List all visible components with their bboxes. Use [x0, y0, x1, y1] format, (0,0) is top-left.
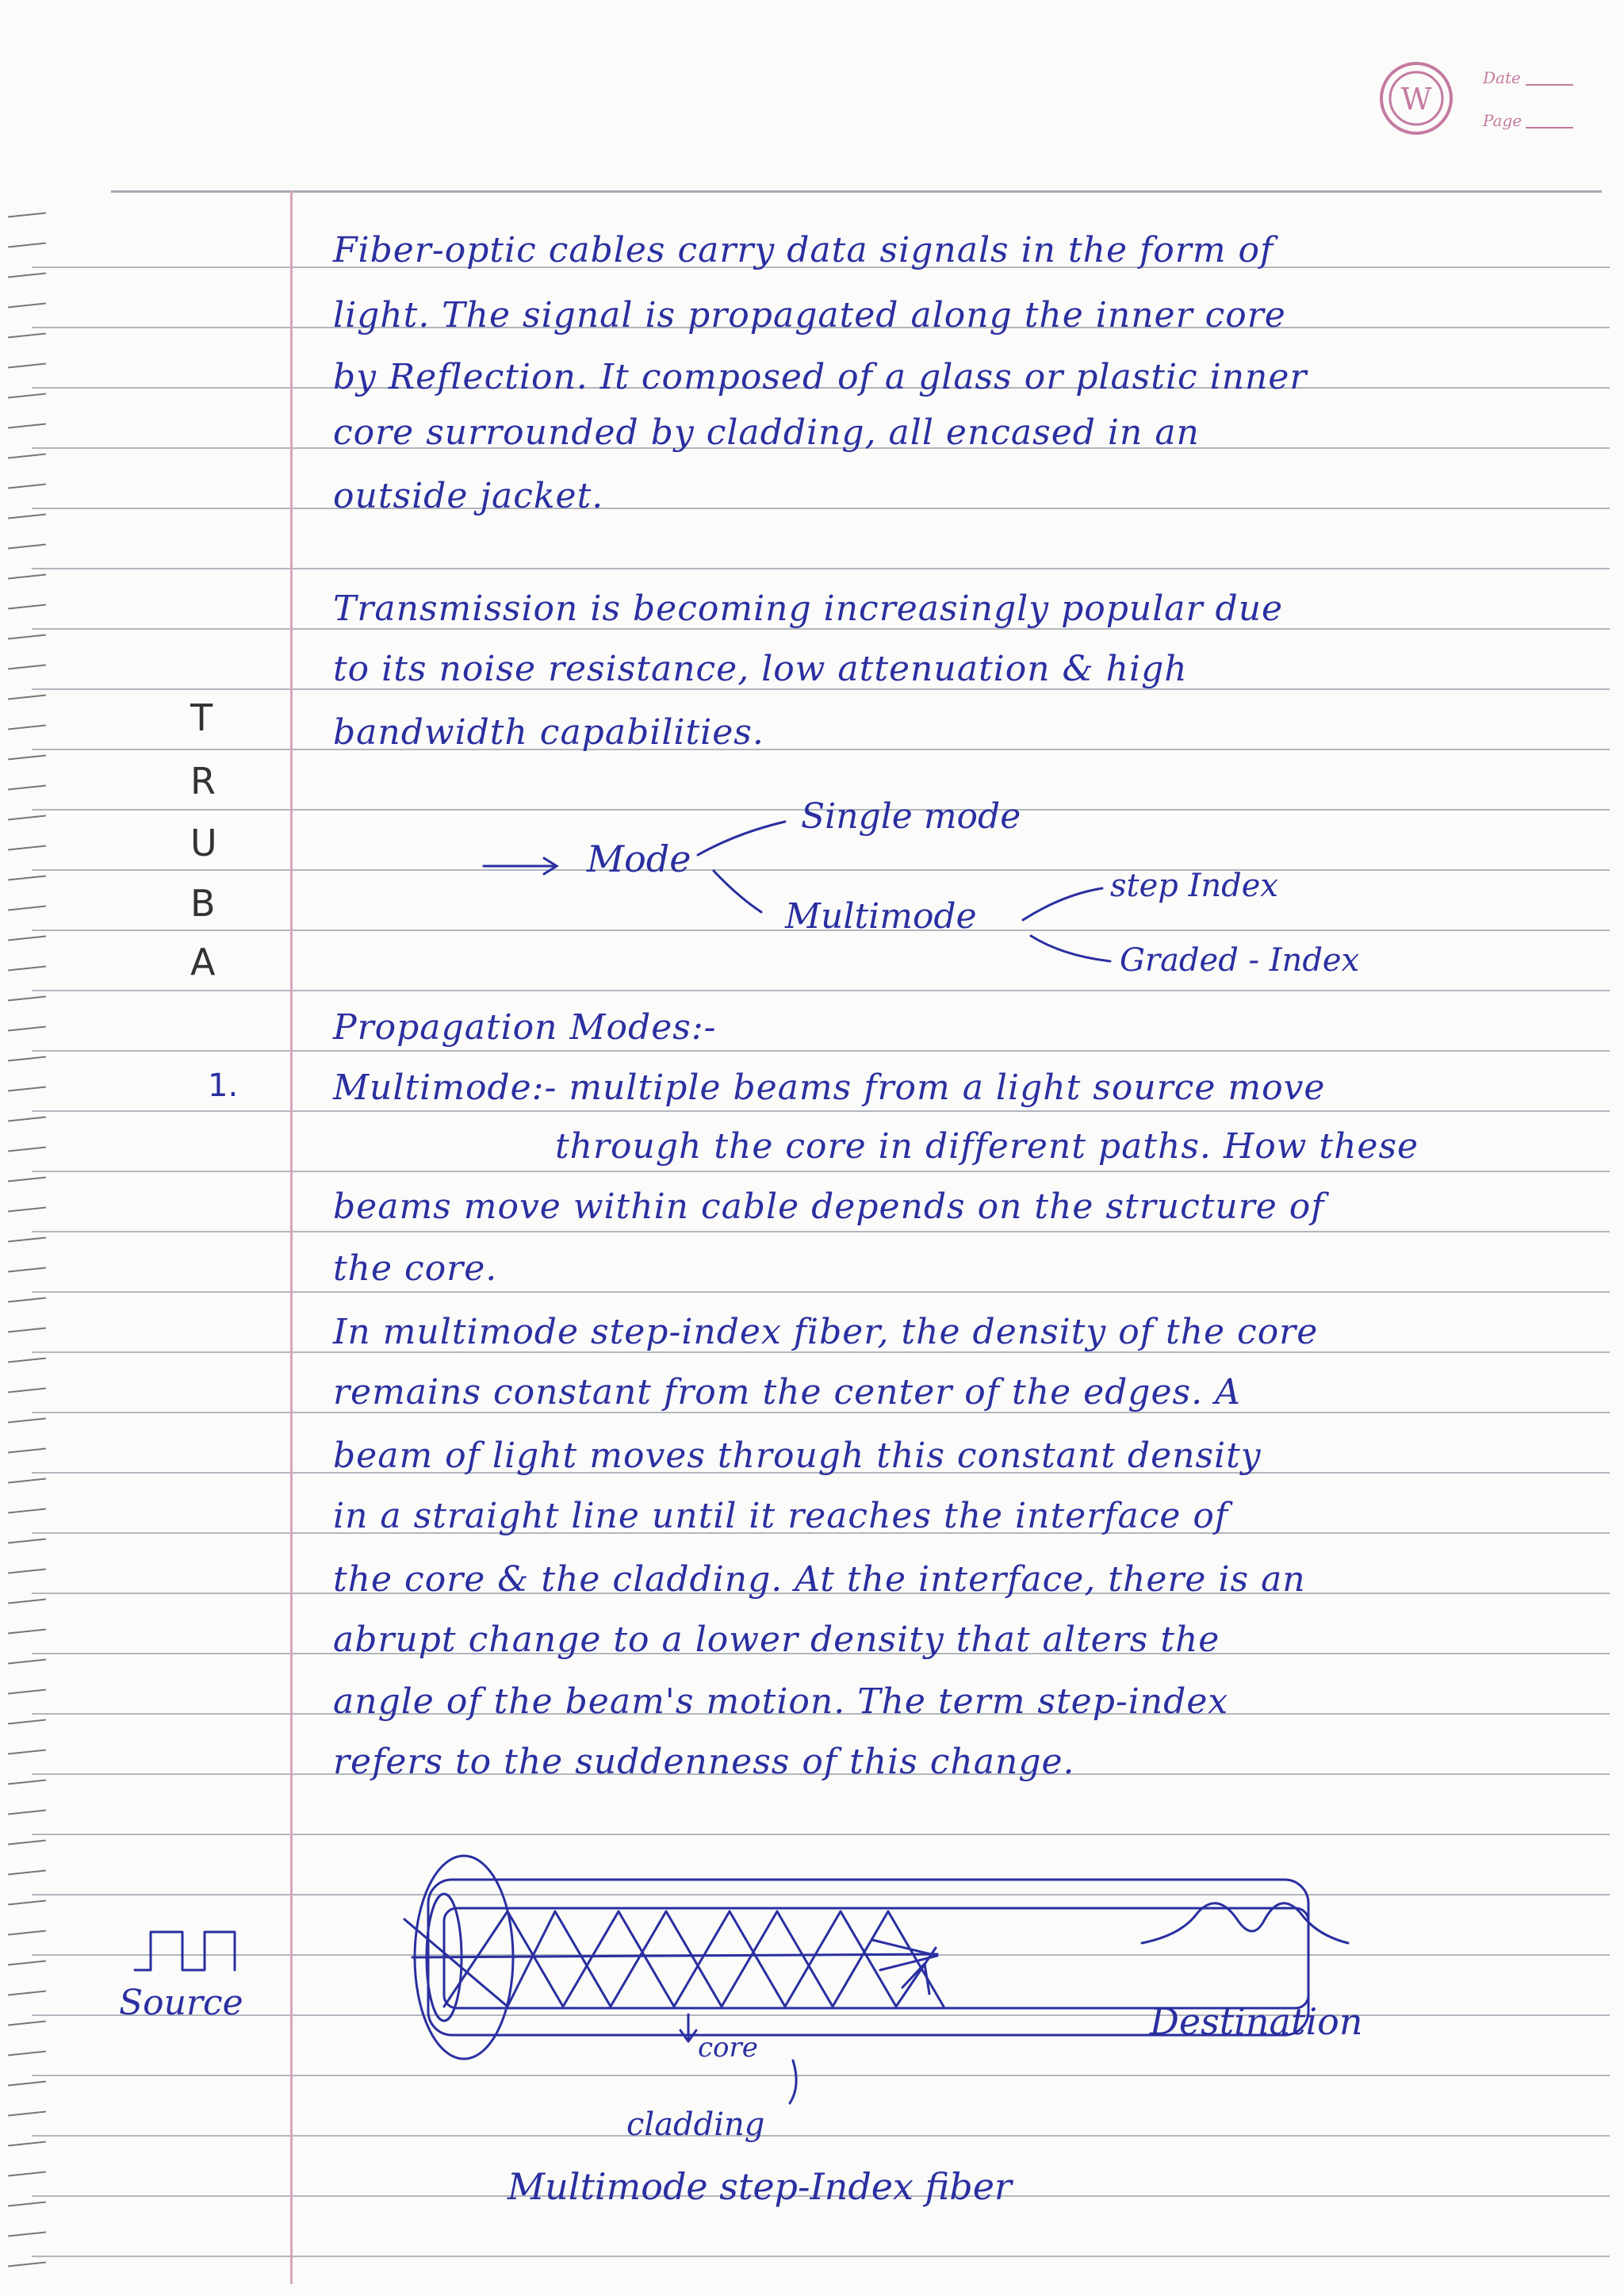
source-label: Source	[119, 1983, 243, 2023]
transmission-line-3: bandwidth capabilities.	[333, 712, 764, 753]
propagation-line-1: Multimode:- multiple beams from a light source move	[333, 1068, 1326, 1108]
step-line-6: abrupt change to a lower density that alters the	[333, 1619, 1220, 1660]
intro-line-1: Fiber-optic cables carry data signals in the form of	[333, 230, 1274, 270]
ray-axis	[412, 1954, 937, 1957]
page-label: Page	[1483, 111, 1522, 130]
margin-letter-b: B	[190, 882, 216, 925]
propagation-line-4: the core.	[333, 1248, 498, 1289]
ray-path-1	[404, 1911, 944, 2007]
margin-letter-a: A	[190, 941, 216, 983]
step-line-3: beam of light moves through this constant density	[333, 1435, 1262, 1476]
transmission-line-2: to its noise resistance, low attenuation & high	[333, 649, 1188, 689]
diagram-caption: Multimode step-Index fiber	[508, 2165, 1012, 2208]
destination-label: Destination	[1150, 2000, 1363, 2043]
step-line-5: the core & the cladding. At the interface, there is an	[333, 1559, 1306, 1600]
margin-letter-t: T	[190, 696, 213, 739]
ray-path-2	[444, 1911, 936, 2007]
step-line-1: In multimode step-index fiber, the density of the core	[333, 1312, 1319, 1352]
intro-line-5: outside jacket.	[333, 476, 604, 516]
propagation-heading: Propagation Modes:-	[333, 1007, 717, 1048]
date-label: Date	[1483, 68, 1521, 87]
intro-line-2: light. The signal is propagated along the inner core	[333, 295, 1286, 335]
propagation-line-3: beams move within cable depends on the structure of	[333, 1186, 1325, 1227]
intro-line-3: by Reflection. It composed of a glass or plastic inner	[333, 357, 1308, 397]
single-mode-label: Single mode	[801, 796, 1021, 837]
source-pulses	[135, 1932, 235, 1970]
transmission-line-1: Transmission is becoming increasingly popular due	[333, 588, 1284, 629]
margin-letter-r: R	[190, 760, 216, 803]
intro-line-4: core surrounded by cladding, all encased in an	[333, 412, 1200, 453]
step-index-label: step Index	[1110, 868, 1278, 904]
graded-index-label: Graded - Index	[1120, 942, 1360, 979]
cladding-pointer	[790, 2060, 796, 2103]
mode-root-label: Mode	[587, 838, 691, 880]
item-number: 1.	[208, 1068, 239, 1104]
propagation-line-2: through the core in different paths. How these	[555, 1126, 1419, 1167]
step-line-4: in a straight line until it reaches the interface of	[333, 1496, 1229, 1536]
step-line-7: angle of the beam's motion. The term step-index	[333, 1681, 1229, 1722]
step-line-8: refers to the suddenness of this change.	[333, 1742, 1075, 1782]
core-label: core	[698, 2032, 758, 2064]
margin-letter-u: U	[190, 822, 217, 864]
cladding-label: cladding	[626, 2106, 765, 2143]
multimode-label: Multimode	[785, 896, 977, 937]
logo-mark: W	[1400, 82, 1432, 117]
core-outline	[444, 1908, 1308, 2008]
step-line-2: remains constant from the center of the edges. A	[333, 1372, 1241, 1412]
